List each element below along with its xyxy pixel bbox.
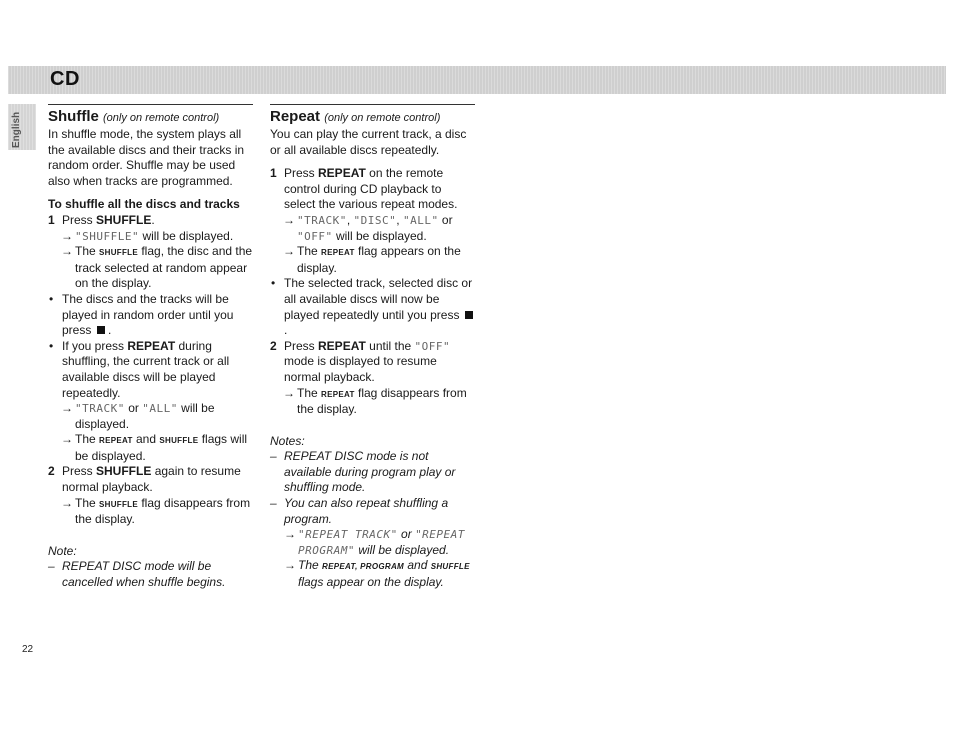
arrow-icon: →: [61, 401, 73, 416]
arrow-icon: →: [283, 212, 295, 227]
shuffle-key: SHUFFLE: [96, 212, 152, 227]
shuffle-flag: SHUFFLE: [99, 248, 139, 258]
shuffle-note-title: Note:: [48, 543, 77, 558]
repeat-heading: [270, 108, 475, 127]
display-text: "SHUFFLE": [75, 229, 140, 243]
result-line: → The REPEAT, PROGRAM and SHUFFLE flags appear on the display.: [284, 558, 470, 590]
shuffle-flag: SHUFFLE: [430, 562, 470, 572]
language-label: English: [11, 111, 22, 148]
repeat-title-note: (only on remote control): [324, 112, 441, 124]
shuffle-intro: In shuffle mode, the system plays all the available discs and their tracks in random order. Shuffle may be used also when tracks are programmed.: [48, 127, 245, 188]
repeat-title: Repeat: [270, 108, 321, 125]
dash-icon: –: [48, 559, 55, 574]
repeat-note-2: – You can also repeat shuffling a program.: [270, 496, 449, 526]
arrow-icon: →: [61, 244, 73, 259]
shuffle-bullet-1: • The discs and the tracks will be played in random order until you press .: [49, 291, 234, 338]
result-line: → "SHUFFLE" will be displayed.: [61, 228, 234, 243]
display-text: "OFF": [297, 229, 333, 243]
arrow-icon: →: [61, 495, 73, 510]
dash-icon: –: [270, 449, 277, 464]
result-line: → The REPEAT flag disappears from the display.: [283, 385, 467, 417]
stop-icon: [465, 311, 473, 319]
section-title: CD: [50, 68, 80, 90]
shuffle-heading: [48, 108, 253, 127]
shuffle-title: Shuffle: [48, 108, 99, 125]
display-text: "REPEAT TRACK": [298, 528, 398, 542]
repeat-flag: REPEAT: [321, 389, 355, 399]
result-line: → The REPEAT and SHUFFLE flags will be displayed.: [61, 432, 248, 463]
arrow-icon: →: [283, 385, 295, 400]
repeat-flag: REPEAT: [322, 562, 356, 572]
repeat-key: REPEAT: [318, 166, 366, 181]
dash-icon: –: [270, 496, 277, 511]
repeat-step-1: 1 Press REPEAT on the remote control during CD playback to select the various repeat modes.: [270, 166, 458, 212]
result-line: → The REPEAT flag appears on the display.: [283, 244, 461, 275]
display-text: "ALL": [142, 402, 178, 416]
shuffle-note: – REPEAT DISC mode will be cancelled when shuffle begins.: [48, 559, 226, 590]
display-text: "TRACK": [75, 402, 125, 416]
result-line: → The SHUFFLE flag disappears from the display.: [61, 495, 251, 527]
shuffle-step-1: 1 Press SHUFFLE.: [48, 212, 155, 227]
bullet-icon: •: [271, 276, 276, 291]
shuffle-rule: [48, 104, 253, 105]
display-text: "TRACK": [297, 213, 347, 227]
repeat-key: REPEAT: [318, 338, 366, 353]
shuffle-flag: SHUFFLE: [159, 436, 199, 446]
result-line: → "TRACK" or "ALL" will be displayed.: [61, 401, 215, 431]
bullet-icon: •: [49, 338, 54, 353]
display-text: "REPEAT PROGRAM": [298, 528, 465, 557]
shuffle-subhead: To shuffle all the discs and tracks: [48, 197, 240, 212]
page-number: 22: [22, 644, 34, 655]
display-text: "DISC": [353, 213, 397, 227]
shuffle-bullet-2: • If you press REPEAT during shuffling, the current track or all available discs will be played repeatedly.: [49, 338, 230, 400]
shuffle-flag: SHUFFLE: [99, 499, 139, 509]
repeat-flag: REPEAT: [321, 248, 355, 258]
shuffle-step-2: 2 Press SHUFFLE again to resume normal playback.: [48, 464, 241, 495]
repeat-rule: [270, 104, 475, 105]
repeat-flag: REPEAT: [99, 436, 133, 446]
repeat-note-1: – REPEAT DISC mode is not available during program play or shuffling mode.: [270, 449, 456, 495]
display-text: "ALL": [402, 213, 439, 227]
arrow-icon: →: [284, 527, 296, 542]
repeat-section: [270, 104, 475, 591]
step-number: 2: [48, 464, 55, 479]
arrow-icon: →: [61, 432, 73, 447]
result-line: → The SHUFFLE flag, the disc and the track selected at random appear on the display.: [61, 244, 253, 291]
arrow-icon: →: [283, 244, 295, 259]
arrow-icon: →: [61, 228, 73, 243]
arrow-icon: →: [284, 558, 296, 573]
shuffle-section: [48, 104, 253, 591]
program-flag: PROGRAM: [360, 562, 405, 572]
display-text: "OFF": [414, 339, 451, 353]
bullet-icon: •: [49, 291, 54, 306]
section-header-bar: [8, 66, 946, 94]
result-line: → "REPEAT TRACK" or "REPEAT PROGRAM" will be displayed.: [284, 527, 465, 557]
stop-icon: [97, 326, 105, 334]
step-number: 1: [270, 166, 277, 181]
repeat-notes-title: Notes:: [270, 433, 305, 448]
shuffle-title-note: (only on remote control): [103, 112, 220, 124]
shuffle-key: SHUFFLE: [96, 464, 152, 479]
step-number: 2: [270, 338, 277, 353]
step-number: 1: [48, 212, 55, 227]
repeat-bullet-1: • The selected track, selected disc or all available discs will now be played repeatedly until you press .: [271, 276, 473, 338]
result-line: → "TRACK", "DISC", "ALL" or "OFF" will be displayed.: [283, 212, 453, 243]
repeat-key: REPEAT: [127, 338, 176, 353]
repeat-step-2: 2 Press REPEAT until the "OFF" mode is displayed to resume normal playback.: [270, 338, 451, 384]
repeat-intro: You can play the current track, a disc or all available discs repeatedly.: [270, 127, 467, 157]
